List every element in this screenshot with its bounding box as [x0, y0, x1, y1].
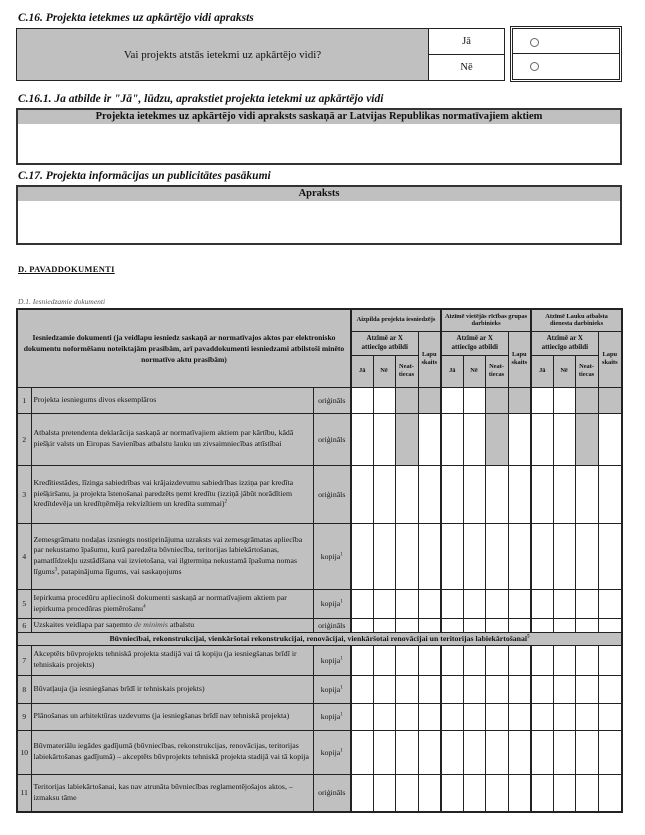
row-document-type [313, 774, 351, 812]
checkbox-cell-g2-ja[interactable] [441, 589, 463, 618]
checkbox-cell-g1-ja[interactable] [351, 645, 373, 675]
checkbox-cell-g3-ja[interactable] [531, 675, 553, 703]
table-row [17, 589, 622, 618]
checkbox-cell-g2-ja[interactable] [441, 387, 463, 413]
checkbox-cell-g1-ne[interactable] [373, 589, 395, 618]
footnote-ref: 5 [527, 634, 530, 640]
row-document-type [313, 413, 351, 465]
pages-header-1: Lapu skaits [418, 331, 441, 387]
checkbox-cell-g2-neattiecas [485, 413, 508, 465]
checkbox-cell-g1-lapu-skaits[interactable] [418, 703, 441, 730]
col-neat-2: Neat-tiecas [485, 355, 508, 387]
row-description [31, 523, 313, 589]
table-row [17, 675, 622, 703]
checkbox-cell-g1-lapu-skaits[interactable] [418, 589, 441, 618]
radio-yes[interactable] [530, 38, 539, 47]
row-document-type [313, 589, 351, 618]
row-description-text: Teritorijas labiekārtošanai, kas nav atrunāta būvniecības reglamentējošajos aktos, – izmaksu tāme [33, 782, 293, 802]
c17-box [16, 185, 622, 245]
row-description-text: Uzskaites veidlapa par saņemto [33, 619, 134, 629]
c16-question: Vai projekts atstās ietekmi uz apkārtējo vidi? [17, 29, 429, 81]
checkbox-cell-g2-lapu-skaits [508, 387, 531, 413]
checkbox-cell-g1-ne[interactable] [373, 645, 395, 675]
footnote-ref: 3 [54, 566, 58, 572]
checkbox-cell-g2-neattiecas[interactable] [485, 645, 508, 675]
checkbox-cell-g3-neattiecas [575, 413, 598, 465]
checkbox-cell-g2-ne[interactable] [463, 387, 485, 413]
checkbox-cell-g1-ja[interactable] [351, 465, 373, 523]
checkbox-cell-g3-lapu-skaits [598, 387, 622, 413]
footnote-ref: 1 [340, 551, 343, 557]
pages-header-2: Lapu skaits [508, 331, 531, 387]
document-type-text: kopija [320, 551, 341, 561]
c16-option-no-label: Nē [429, 55, 505, 81]
checkbox-cell-g1-neattiecas [395, 413, 418, 465]
c16-radio-no-cell[interactable] [512, 53, 620, 80]
table-row [17, 523, 622, 589]
table-row [17, 465, 622, 523]
checkbox-cell-g3-ne[interactable] [553, 645, 575, 675]
checkbox-cell-g1-lapu-skaits[interactable] [418, 618, 441, 632]
mark-header-1: Atzīmē ar X attiecīgo atbildi [351, 331, 418, 355]
checkbox-cell-g1-ja[interactable] [351, 675, 373, 703]
checkbox-cell-g3-ja[interactable] [531, 589, 553, 618]
row-number: 4 [17, 523, 31, 589]
checkbox-cell-g2-ne[interactable] [463, 413, 485, 465]
checkbox-cell-g3-lapu-skaits[interactable] [598, 465, 622, 523]
checkbox-cell-g2-ja[interactable] [441, 523, 463, 589]
checkbox-cell-g1-neattiecas[interactable] [395, 730, 418, 774]
checkbox-cell-g2-neattiecas[interactable] [485, 774, 508, 812]
checkbox-cell-g3-neattiecas[interactable] [575, 703, 598, 730]
row-document-type [313, 730, 351, 774]
checkbox-cell-g1-ne[interactable] [373, 730, 395, 774]
group-lad-header: Atzīmē Lauku atbalsta dienesta darbinieks [531, 309, 622, 331]
checkbox-cell-g2-neattiecas [485, 387, 508, 413]
checkbox-cell-g1-ja[interactable] [351, 730, 373, 774]
section-row-text [17, 632, 622, 645]
checkbox-cell-g3-ne[interactable] [553, 675, 575, 703]
footnote-ref: 2 [224, 499, 227, 505]
checkbox-cell-g2-neattiecas[interactable] [485, 730, 508, 774]
c17-header: Apraksts [18, 187, 620, 201]
checkbox-cell-g1-ja[interactable] [351, 589, 373, 618]
row-number: 3 [17, 465, 31, 523]
footnote-ref: 1 [340, 599, 343, 605]
checkbox-cell-g1-ne[interactable] [373, 774, 395, 812]
row-number: 1 [17, 387, 31, 413]
footnote-ref: 1 [340, 655, 343, 661]
checkbox-cell-g3-neattiecas[interactable] [575, 618, 598, 632]
checkbox-cell-g2-ne[interactable] [463, 465, 485, 523]
checkbox-cell-g1-ja[interactable] [351, 413, 373, 465]
checkbox-cell-g3-neattiecas[interactable] [575, 730, 598, 774]
row-description [31, 645, 313, 675]
checkbox-cell-g2-ne[interactable] [463, 703, 485, 730]
radio-no[interactable] [530, 62, 539, 71]
row-number: 2 [17, 413, 31, 465]
checkbox-cell-g1-lapu-skaits[interactable] [418, 675, 441, 703]
row-document-type [313, 675, 351, 703]
checkbox-cell-g3-ja[interactable] [531, 730, 553, 774]
checkbox-cell-g3-lapu-skaits[interactable] [598, 589, 622, 618]
checkbox-cell-g3-ne[interactable] [553, 523, 575, 589]
checkbox-cell-g3-ne[interactable] [553, 774, 575, 812]
checkbox-cell-g3-ja[interactable] [531, 703, 553, 730]
row-document-type [313, 703, 351, 730]
row-description-text: Iepirkuma procedūru apliecinoši dokumenti saskaņā ar normatīvajiem aktiem par iepirkuma procedūras piemērošanu [33, 592, 287, 613]
row-number: 9 [17, 703, 31, 730]
col-ja-3: Jā [531, 355, 553, 387]
checkbox-cell-g3-lapu-skaits[interactable] [598, 618, 622, 632]
row-number: 5 [17, 589, 31, 618]
checkbox-cell-g1-ne[interactable] [373, 703, 395, 730]
c16-radio-box [510, 26, 622, 82]
c16-option-yes-label: Jā [429, 29, 505, 55]
checkbox-cell-g3-lapu-skaits[interactable] [598, 675, 622, 703]
checkbox-cell-g1-neattiecas[interactable] [395, 589, 418, 618]
document-type-text: kopija [320, 747, 341, 757]
row-description-text-after: , patapinājuma līgums, vai saskaņojums [57, 566, 182, 576]
mark-header-3: Atzīmē ar X attiecīgo atbildi [531, 331, 598, 355]
row-description-text: Zemesgrāmatu nodaļas izsniegts nostiprinājuma uzraksts vai zemesgrāmatas apliecība par nekustamo īpašumu, kurā paredzēta būvniecība, teritorijas labiekārtošanas, pamatlīdzekļu uzstādīšana vai izvietošana, vai ilgtermiņa nekustamā īpašuma nomas līgums [33, 534, 303, 576]
checkbox-cell-g2-lapu-skaits[interactable] [508, 730, 531, 774]
checkbox-cell-g1-neattiecas [395, 387, 418, 413]
checkbox-cell-g3-neattiecas[interactable] [575, 774, 598, 812]
checkbox-cell-g3-neattiecas[interactable] [575, 523, 598, 589]
checkbox-cell-g2-neattiecas[interactable] [485, 675, 508, 703]
checkbox-cell-g1-neattiecas[interactable] [395, 703, 418, 730]
table-row [17, 774, 622, 812]
section-d1-subtitle: D.1. Iesniedzamie dokumenti [18, 297, 106, 306]
checkbox-cell-g2-ne[interactable] [463, 730, 485, 774]
group-applicant-header: Aizpilda projekta iesniedzējs [351, 309, 441, 331]
row-number: 10 [17, 730, 31, 774]
checkbox-cell-g1-ja[interactable] [351, 523, 373, 589]
checkbox-cell-g1-ne[interactable] [373, 465, 395, 523]
c161-box [16, 108, 622, 165]
pages-header-3: Lapu skaits [598, 331, 622, 387]
checkbox-cell-g1-lapu-skaits[interactable] [418, 774, 441, 812]
table-row [17, 645, 622, 675]
checkbox-cell-g2-ja[interactable] [441, 730, 463, 774]
checkbox-cell-g2-ja[interactable] [441, 465, 463, 523]
checkbox-cell-g3-neattiecas[interactable] [575, 645, 598, 675]
checkbox-cell-g3-ja[interactable] [531, 387, 553, 413]
documents-table [16, 308, 623, 813]
main-header: Iesniedzamie dokumenti (ja veidlapu iesniedz saskaņā ar normatīvajos aktos par elektronisko dokumentu noformēšanu noteiktajām prasībām, arī pavaddokumenti iesniedzami atbilstoši minēto normatīvo aktu prasībām) [17, 309, 351, 387]
checkbox-cell-g2-neattiecas[interactable] [485, 589, 508, 618]
checkbox-cell-g3-neattiecas[interactable] [575, 675, 598, 703]
row-document-type [313, 645, 351, 675]
checkbox-cell-g2-lapu-skaits[interactable] [508, 589, 531, 618]
checkbox-cell-g2-ja[interactable] [441, 774, 463, 812]
document-type-text: oriģināls [318, 434, 346, 444]
col-ja-2: Jā [441, 355, 463, 387]
row-description-text: Kredītiestādes, līzinga sabiedrības vai krājaizdevumu sabiedrības izziņa par kredīta piešķiršanu, ja projekta īstenošanai paredzēts ņemt kredītu (izziņā jābūt norādītiem kredītdevēja un kredītņēmēja rekvizītiem un kredīta summai) [33, 478, 294, 509]
checkbox-cell-g2-ne[interactable] [463, 523, 485, 589]
checkbox-cell-g2-lapu-skaits[interactable] [508, 465, 531, 523]
row-description [31, 465, 313, 523]
checkbox-cell-g3-ne[interactable] [553, 465, 575, 523]
checkbox-cell-g3-ja[interactable] [531, 618, 553, 632]
table-row [17, 387, 622, 413]
footnote-ref: 1 [340, 747, 343, 753]
checkbox-cell-g1-neattiecas[interactable] [395, 774, 418, 812]
checkbox-cell-g3-ja[interactable] [531, 645, 553, 675]
col-neat-3: Neat-tiecas [575, 355, 598, 387]
table-row [17, 730, 622, 774]
checkbox-cell-g3-ne[interactable] [553, 730, 575, 774]
c16-radio-yes-cell[interactable] [512, 28, 620, 53]
checkbox-cell-g3-lapu-skaits[interactable] [598, 413, 622, 465]
document-type-text: oriģināls [318, 395, 346, 405]
checkbox-cell-g2-lapu-skaits[interactable] [508, 645, 531, 675]
section-d-title: D. PAVADDOKUMENTI [18, 264, 115, 274]
col-neat-1: Neat-tiecas [395, 355, 418, 387]
checkbox-cell-g1-ne[interactable] [373, 387, 395, 413]
checkbox-cell-g2-ne[interactable] [463, 675, 485, 703]
checkbox-cell-g2-ne[interactable] [463, 618, 485, 632]
checkbox-cell-g3-lapu-skaits[interactable] [598, 703, 622, 730]
row-description [31, 589, 313, 618]
document-type-text: kopija [320, 712, 341, 721]
checkbox-cell-g3-neattiecas[interactable] [575, 589, 598, 618]
c161-header: Projekta ietekmes uz apkārtējo vidi apraksts saskaņā ar Latvijas Republikas normatīvajiem aktiem [18, 110, 620, 124]
checkbox-cell-g1-lapu-skaits [418, 387, 441, 413]
document-type-text: oriģināls [318, 489, 346, 499]
c16-title: C.16. Projekta ietekmes uz apkārtējo vidi apraksts [18, 12, 254, 24]
checkbox-cell-g1-neattiecas[interactable] [395, 645, 418, 675]
checkbox-cell-g2-lapu-skaits[interactable] [508, 675, 531, 703]
checkbox-cell-g3-ne[interactable] [553, 618, 575, 632]
section-text: Būvniecībai, rekonstrukcijai, vienkāršotai rekonstrukcijai, renovācijai, vienkāršotai renovācijai un teritorijas labiekārtošanai [109, 634, 528, 643]
row-description-italic: de minimis [133, 619, 168, 629]
row-document-type [313, 523, 351, 589]
row-description [31, 413, 313, 465]
checkbox-cell-g3-ja[interactable] [531, 413, 553, 465]
table-row [17, 703, 622, 730]
checkbox-cell-g1-lapu-skaits[interactable] [418, 523, 441, 589]
checkbox-cell-g2-ja[interactable] [441, 675, 463, 703]
c161-title: C.16.1. Ja atbilde ir "Jā", lūdzu, aprakstiet projekta ietekmi uz apkārtējo vidi [18, 93, 384, 105]
checkbox-cell-g1-ja[interactable] [351, 618, 373, 632]
checkbox-cell-g2-ne[interactable] [463, 645, 485, 675]
document-type-text: oriģināls [318, 788, 346, 798]
checkbox-cell-g2-neattiecas[interactable] [485, 618, 508, 632]
row-description [31, 730, 313, 774]
col-ne-3: Nē [553, 355, 575, 387]
col-ja-1: Jā [351, 355, 373, 387]
row-number: 6 [17, 618, 31, 632]
document-type-text: kopija [320, 599, 341, 608]
c17-textarea[interactable] [18, 201, 620, 243]
checkbox-cell-g3-ja[interactable] [531, 465, 553, 523]
checkbox-cell-g1-lapu-skaits[interactable] [418, 730, 441, 774]
row-number: 11 [17, 774, 31, 812]
document-type-text: kopija [320, 684, 341, 694]
table-row [17, 618, 622, 632]
row-description [31, 703, 313, 730]
checkbox-cell-g3-lapu-skaits[interactable] [598, 730, 622, 774]
checkbox-cell-g1-ne[interactable] [373, 413, 395, 465]
checkbox-cell-g2-ne[interactable] [463, 774, 485, 812]
checkbox-cell-g1-lapu-skaits[interactable] [418, 413, 441, 465]
checkbox-cell-g1-ne[interactable] [373, 618, 395, 632]
row-description-text: Būvmateriālu iegādes gadījumā (būvniecības, rekonstrukcijas, renovācijas, teritorijas labiekārtošanas gadījumā) – akceptēts būvprojekts tehniskā projekta stadijā vai tā kopija [33, 741, 309, 761]
footnote-ref: 1 [340, 712, 343, 718]
row-description [31, 774, 313, 812]
checkbox-cell-g2-lapu-skaits[interactable] [508, 703, 531, 730]
col-ne-1: Nē [373, 355, 395, 387]
group-lag-header: Atzīmē vietējās rīcības grupas darbinieks [441, 309, 531, 331]
checkbox-cell-g3-lapu-skaits[interactable] [598, 774, 622, 812]
row-description-text-after: atbalstu [167, 619, 195, 629]
checkbox-cell-g2-ne[interactable] [463, 589, 485, 618]
checkbox-cell-g1-ja[interactable] [351, 703, 373, 730]
row-description [31, 675, 313, 703]
row-description [31, 387, 313, 413]
col-ne-2: Nē [463, 355, 485, 387]
checkbox-cell-g3-neattiecas [575, 387, 598, 413]
checkbox-cell-g3-ne[interactable] [553, 413, 575, 465]
checkbox-cell-g2-ja[interactable] [441, 618, 463, 632]
checkbox-cell-g2-ja[interactable] [441, 703, 463, 730]
checkbox-cell-g3-ne[interactable] [553, 589, 575, 618]
checkbox-cell-g2-lapu-skaits[interactable] [508, 523, 531, 589]
checkbox-cell-g1-lapu-skaits[interactable] [418, 465, 441, 523]
row-description-text: Būvatļauja (ja iesniegšanas brīdī ir tehniskais projekts) [33, 683, 205, 693]
checkbox-cell-g1-ne[interactable] [373, 523, 395, 589]
section-row [17, 632, 622, 645]
checkbox-cell-g2-neattiecas[interactable] [485, 703, 508, 730]
mark-header-2: Atzīmē ar X attiecīgo atbildi [441, 331, 508, 355]
table-row [17, 413, 622, 465]
checkbox-cell-g3-ja[interactable] [531, 523, 553, 589]
checkbox-cell-g2-ja[interactable] [441, 645, 463, 675]
checkbox-cell-g1-neattiecas[interactable] [395, 675, 418, 703]
document-type-text: oriģināls [318, 620, 346, 630]
row-number: 7 [17, 645, 31, 675]
checkbox-cell-g3-ja[interactable] [531, 774, 553, 812]
checkbox-cell-g3-ne[interactable] [553, 703, 575, 730]
row-description-text: Akceptēts būvprojekts tehniskā projekta stadijā vai tā kopiju (ja iesniegšanas brīdī ir tehniskais projekts) [33, 649, 297, 669]
checkbox-cell-g3-neattiecas[interactable] [575, 465, 598, 523]
checkbox-cell-g3-lapu-skaits[interactable] [598, 523, 622, 589]
row-description-text: Plānošanas un arhitektūras uzdevums (ja iesniegšanas brīdī nav tehniskā projekta) [33, 711, 290, 721]
checkbox-cell-g1-neattiecas[interactable] [395, 618, 418, 632]
c17-title: C.17. Projekta informācijas un publicitātes pasākumi [18, 170, 271, 182]
checkbox-cell-g2-lapu-skaits[interactable] [508, 774, 531, 812]
checkbox-cell-g1-ja[interactable] [351, 774, 373, 812]
checkbox-cell-g2-lapu-skaits[interactable] [508, 413, 531, 465]
checkbox-cell-g3-ne[interactable] [553, 387, 575, 413]
c16-table [16, 28, 505, 81]
checkbox-cell-g2-neattiecas[interactable] [485, 523, 508, 589]
checkbox-cell-g1-neattiecas[interactable] [395, 523, 418, 589]
row-document-type [313, 618, 351, 632]
row-description [31, 618, 313, 632]
document-type-text: kopija [320, 655, 341, 665]
checkbox-cell-g1-ja[interactable] [351, 387, 373, 413]
checkbox-cell-g2-ja[interactable] [441, 413, 463, 465]
checkbox-cell-g2-neattiecas[interactable] [485, 465, 508, 523]
checkbox-cell-g2-lapu-skaits[interactable] [508, 618, 531, 632]
footnote-ref: 4 [143, 603, 146, 609]
row-description-text: Atbalsta pretendenta deklarācija saskaņā ar normatīvajiem aktiem par kārtību, kādā piešķir valsts un Eiropas Savienības atbalstu lauku un zivsaimniecības attīstībai [33, 428, 294, 448]
row-number: 8 [17, 675, 31, 703]
row-document-type [313, 465, 351, 523]
checkbox-cell-g3-lapu-skaits[interactable] [598, 645, 622, 675]
checkbox-cell-g1-ne[interactable] [373, 675, 395, 703]
row-description-text: Projekta iesniegums divos eksemplāros [33, 394, 157, 404]
row-document-type [313, 387, 351, 413]
checkbox-cell-g1-lapu-skaits[interactable] [418, 645, 441, 675]
checkbox-cell-g1-neattiecas[interactable] [395, 465, 418, 523]
c161-textarea[interactable] [18, 124, 620, 163]
footnote-ref: 1 [340, 684, 343, 690]
